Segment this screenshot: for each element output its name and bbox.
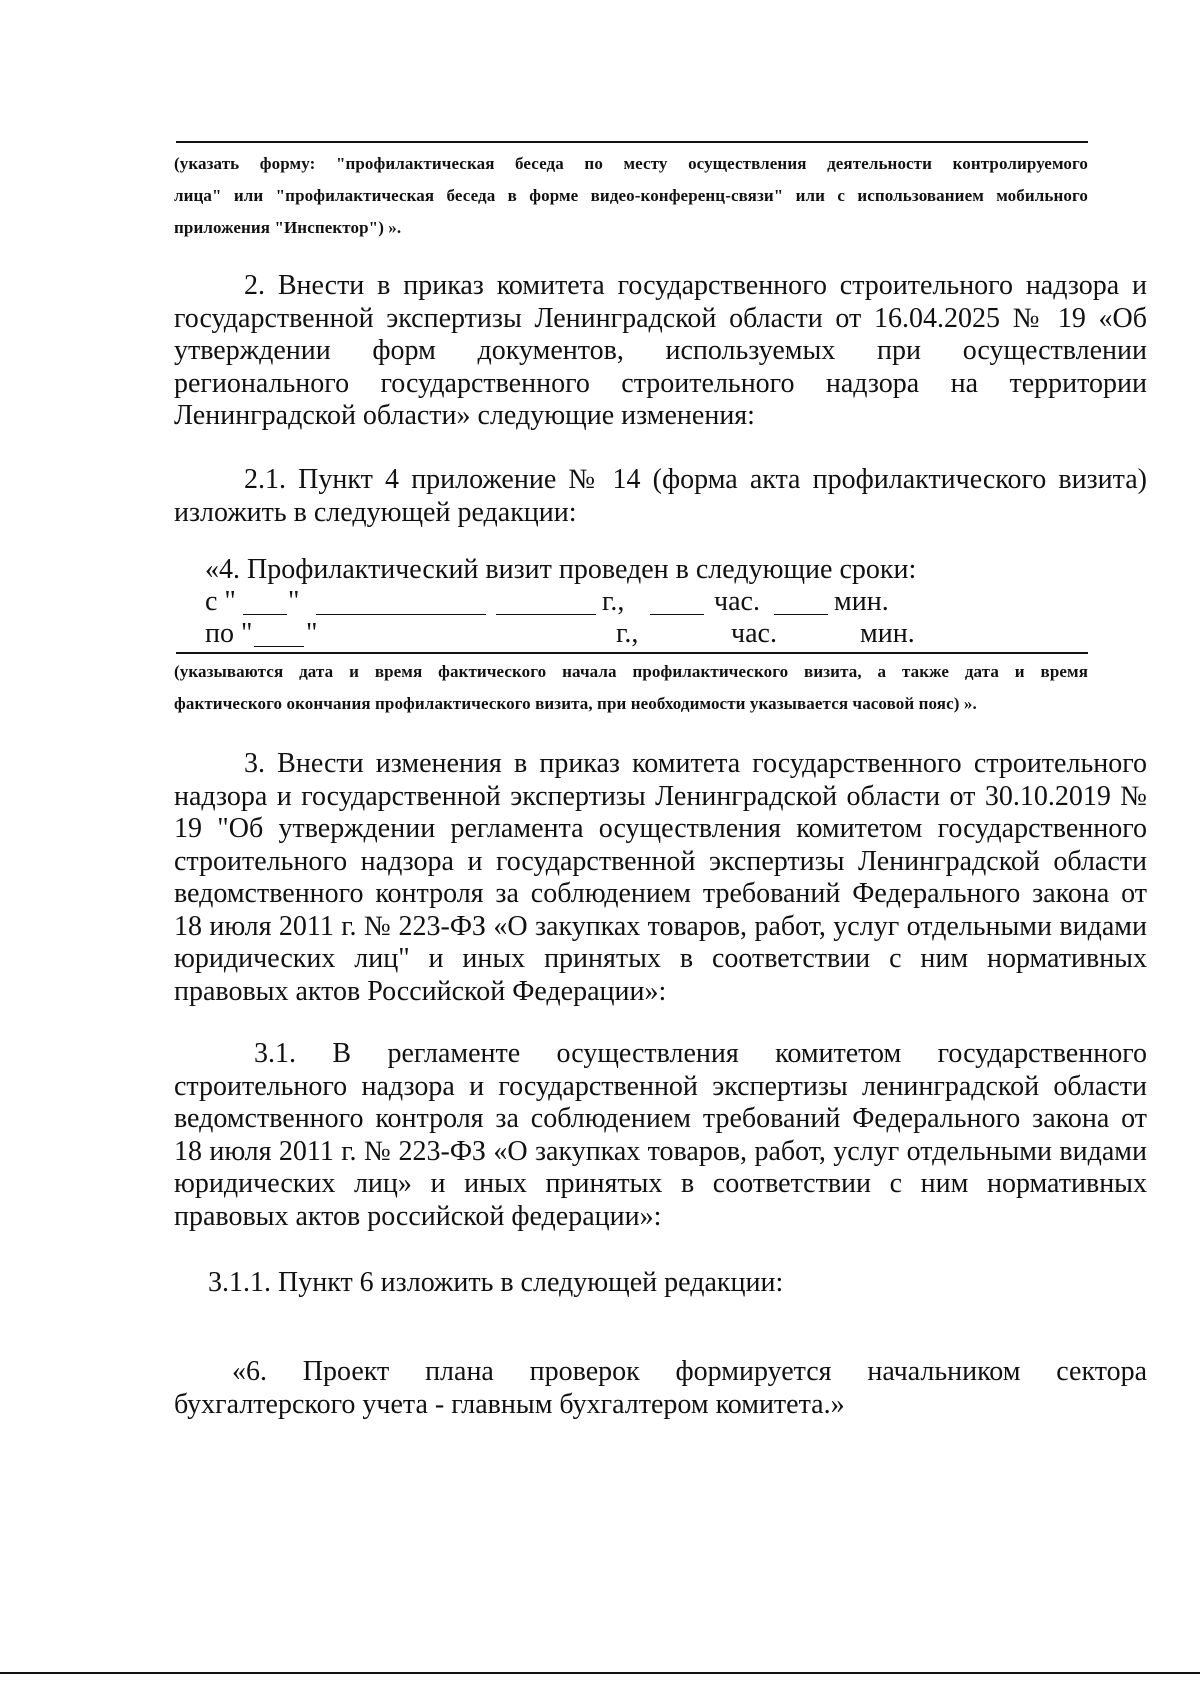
section-2-paragraph: 2. Внести в приказ комитета государственного строительного надзора и государственной экспертизы Ленинградской области от 16.04.2025 № 19 «Об утверждении форм документов, используемых при осуществлении регионального государственного строительного надзора на территории Ленинградской области» следующие изменения:: [174, 270, 1147, 431]
form-from-minute-blank: [774, 614, 828, 615]
section-3-1-paragraph: 3.1. В регламенте осуществления комитетом государственного строительного надзора и государственной экспертизы ленинградской области ведомственного контроля за соблюдением требований Федерального закона от 18 июля 2011 г. № 223-ФЗ «О закупках товаров, работ, услуг отдельными видами юридических лиц» и иных принятых в соответствии с ним нормативных правовых актов российской федерации»:: [174, 1038, 1147, 1232]
form-title: «4. Профилактический визит проведен в следующие сроки:: [205, 554, 917, 585]
form-from-hour-label: час.: [714, 586, 760, 617]
form-from-year-blank: [496, 614, 596, 615]
top-note: [174, 148, 1088, 244]
form-to-hour-label: час.: [731, 618, 777, 649]
form-to-day-blank: [254, 646, 304, 647]
form-from-minute-label: мин.: [834, 586, 889, 617]
point-6-paragraph: «6. Проект плана проверок формируется начальником сектора бухгалтерского учета - главным бухгалтером комитета.»: [174, 1356, 1147, 1420]
form-note: [174, 656, 1088, 720]
form-note-line-2: фактического окончания профилактического визита, при необходимости указывается часовой пояс) ».: [174, 694, 977, 713]
form-to-year-label: г.,: [616, 618, 639, 649]
form-from-prefix: с ": [205, 586, 236, 617]
form-to-minute-label: мин.: [860, 618, 915, 649]
form-to-prefix: по ": [205, 618, 253, 649]
top-note-line-1: (указать форму: "профилактическая беседа по месту осуществления деятельности контролируемого: [174, 154, 1088, 173]
form-from-month-blank: [316, 614, 486, 615]
form-from-year-label: г.,: [602, 586, 625, 617]
form-from-day-blank: [243, 614, 287, 615]
top-rule: [176, 141, 1088, 143]
form-to-underline: [176, 652, 1088, 654]
form-note-line-1: (указываются дата и время фактического начала профилактического визита, а также дата и время: [174, 662, 1088, 681]
bottom-rule: [0, 1672, 1200, 1674]
section-3-paragraph: 3. Внести изменения в приказ комитета государственного строительного надзора и государственной экспертизы Ленинградской области от 30.10.2019 № 19 "Об утверждении регламента осуществления комитетом государственного строительного надзора и государственной экспертизы Ленинградской области ведомственного контроля за соблюдением требований Федерального закона от 18 июля 2011 г. № 223-ФЗ «О закупках товаров, работ, услуг отдельными видами юридических лиц" и иных принятых в соответствии с ним нормативных правовых актов Российской Федерации»:: [174, 748, 1147, 1007]
top-note-line-2: лица" или "профилактическая беседа в форме видео-конференц-связи" или с использованием мобильного: [174, 186, 1088, 205]
section-2-1-paragraph: 2.1. Пункт 4 приложение № 14 (форма акта профилактического визита) изложить в следующей редакции:: [174, 464, 1147, 528]
top-note-line-3: приложения "Инспектор") ».: [174, 218, 402, 237]
section-3-1-1-paragraph: 3.1.1. Пункт 6 изложить в следующей редакции:: [208, 1267, 784, 1298]
form-from-quote: ": [288, 586, 300, 617]
form-to-quote: ": [306, 618, 318, 649]
form-from-hour-blank: [650, 614, 704, 615]
